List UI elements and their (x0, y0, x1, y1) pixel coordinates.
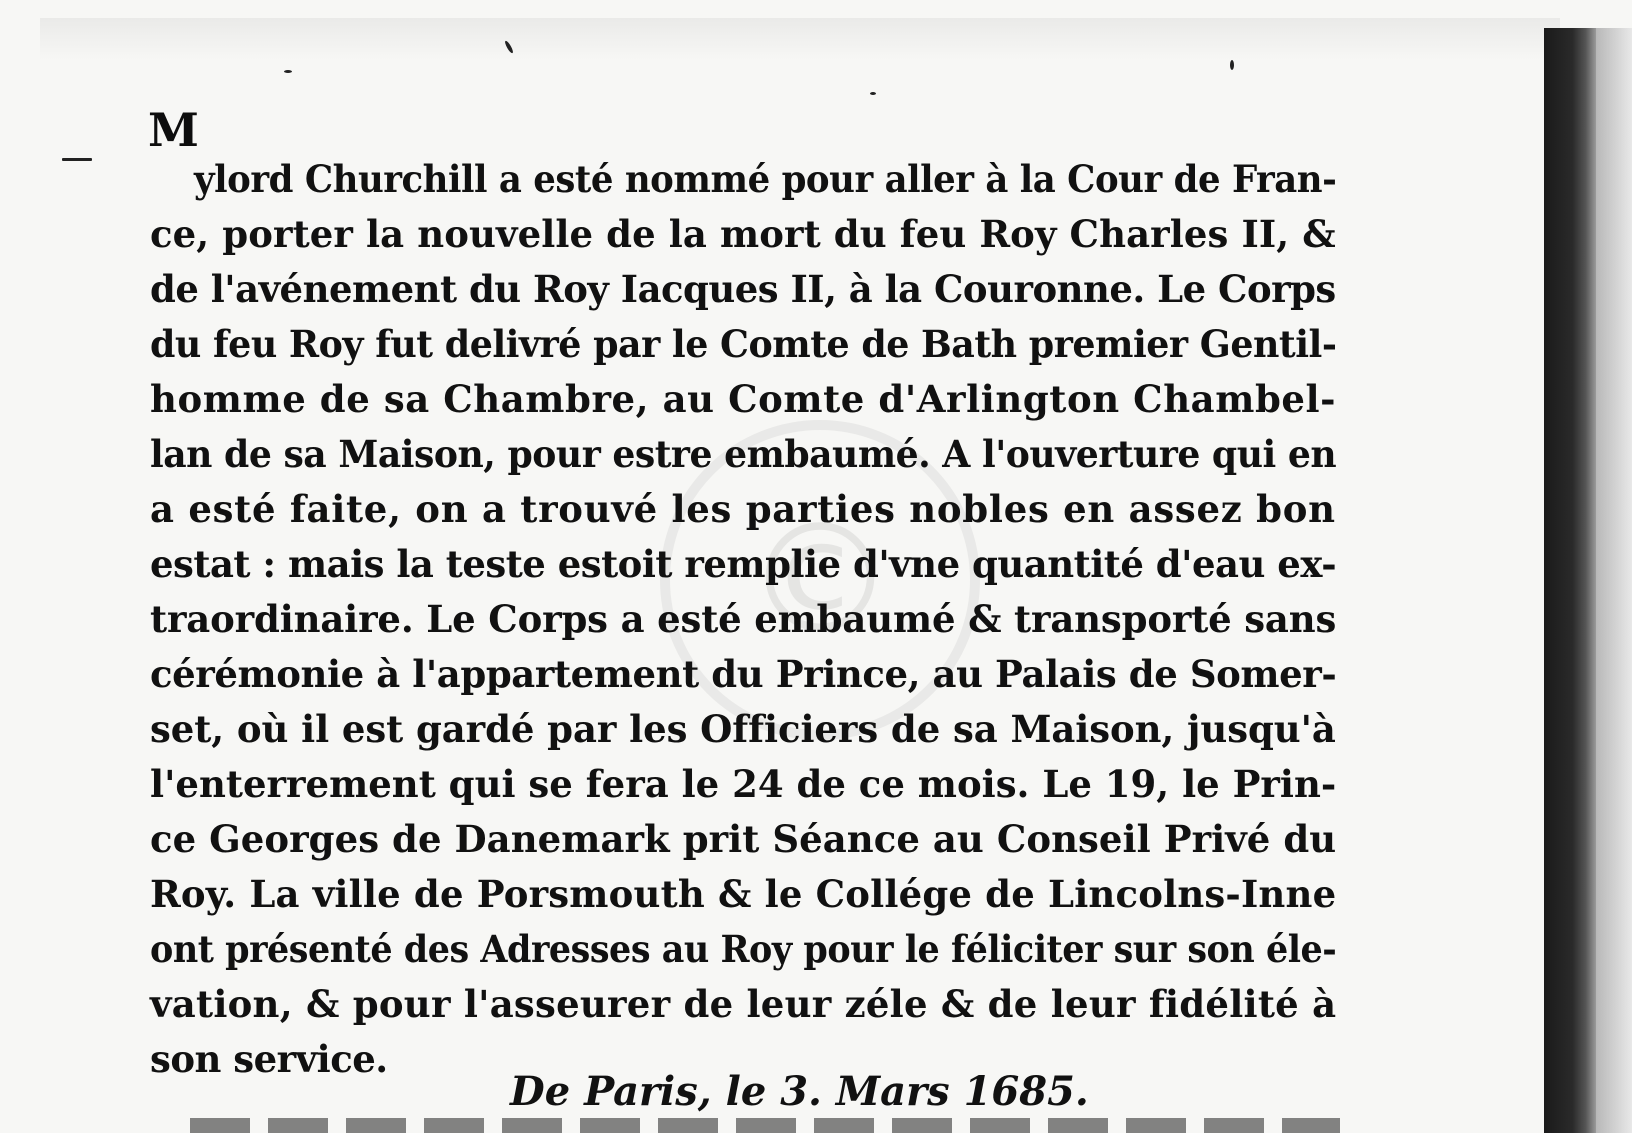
text-line: du feu Roy fut delivré par le Comte de Bath premier Gentil- (150, 322, 1337, 366)
text-line: Roy. La ville de Porsmouth & le Collége de Lincolns-Inne (150, 872, 1337, 916)
ink-speck (284, 70, 292, 73)
ink-speck (62, 158, 92, 161)
text-line: a esté faite, on a trouvé les parties nobles en assez bon (150, 487, 1336, 531)
text-line: ce, porter la nouvelle de la mort du feu Roy Charles II, & (150, 212, 1336, 256)
cut-off-next-line (190, 1118, 1340, 1133)
text-line: lan de sa Maison, pour estre embaumé. A l'ouverture qui en (150, 432, 1337, 476)
text-line: homme de sa Chambre, au Comte d'Arlington Chambel- (150, 377, 1337, 421)
binding-edge (1544, 28, 1596, 1133)
text-line: son service. (150, 1037, 388, 1081)
text-line: l'enterrement qui se fera le 24 de ce mois. Le 19, le Prin- (150, 762, 1337, 806)
ink-speck (870, 92, 876, 95)
text-line: ont présenté des Adresses au Roy pour le féliciter sur son éle- (150, 927, 1337, 971)
text-line: cérémonie à l'appartement du Prince, au Palais de Somer- (150, 652, 1337, 696)
text-line: set, où il est gardé par les Officiers de sa Maison, jusqu'à (150, 707, 1336, 751)
drop-cap: M (148, 103, 199, 157)
dateline: De Paris, le 3. Mars 1685. (510, 1068, 1089, 1115)
text-line: ylord Churchill a esté nommé pour aller à la Cour de Fran- (194, 157, 1337, 201)
text-line: estat : mais la teste estoit remplie d'vne quantité d'eau ex- (150, 542, 1337, 586)
binding-fade (1596, 28, 1632, 1133)
text-line: de l'avénement du Roy Iacques II, à la Couronne. Le Corps (150, 267, 1336, 311)
text-line: traordinaire. Le Corps a esté embaumé & transporté sans (150, 597, 1337, 641)
watermark: © (660, 420, 980, 740)
ink-speck (1230, 60, 1234, 70)
text-line: ce Georges de Danemark prit Séance au Conseil Privé du (150, 817, 1337, 861)
text-line: vation, & pour l'asseurer de leur zéle & de leur fidélité à (150, 982, 1337, 1026)
scan-shadow (40, 18, 1560, 60)
